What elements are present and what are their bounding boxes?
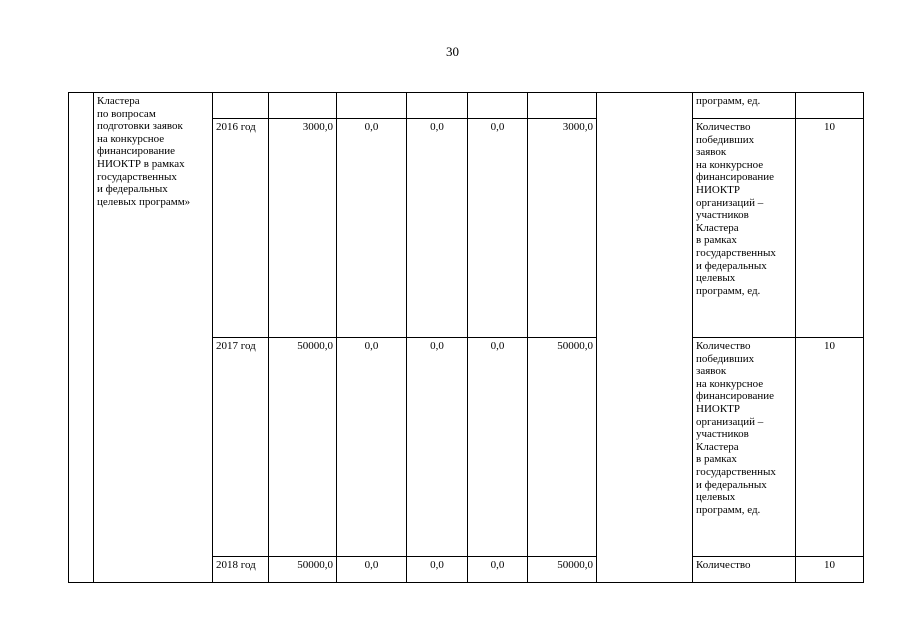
cell-municipal: 0,0 <box>468 557 528 583</box>
cell-number <box>69 93 94 583</box>
cell-regional: 0,0 <box>407 338 468 557</box>
cell-municipal: 0,0 <box>468 338 528 557</box>
cell-total: 3000,0 <box>269 119 337 338</box>
cell-indicator: Количество победивших заявок на конкурсное финансирование НИОКТР организаций – участников Кластера в рамках государственных и федеральных целевых программ, ед. <box>693 119 796 338</box>
cell-target <box>796 93 864 119</box>
cell-federal: 0,0 <box>337 338 407 557</box>
cell-year <box>213 93 269 119</box>
table-row <box>69 93 864 119</box>
cell-target: 10 <box>796 338 864 557</box>
cell-municipal: 0,0 <box>468 119 528 338</box>
page-number: 30 <box>446 44 459 59</box>
program-table <box>68 92 864 583</box>
cell-extrabudget: 50000,0 <box>528 338 597 557</box>
cell-regional <box>407 93 468 119</box>
cell-year: 2016 год <box>213 119 269 338</box>
cell-indicator: программ, ед. <box>693 93 796 119</box>
cell-regional: 0,0 <box>407 119 468 338</box>
cell-indicator: Количество победивших заявок на конкурсное финансирование НИОКТР организаций – участников Кластера в рамках государственных и федеральных целевых программ, ед. <box>693 338 796 557</box>
cell-federal: 0,0 <box>337 557 407 583</box>
cell-year: 2017 год <box>213 338 269 557</box>
cell-federal: 0,0 <box>337 119 407 338</box>
cell-total: 50000,0 <box>269 557 337 583</box>
cell-event-name: Кластера по вопросам подготовки заявок на конкурсное финансирование НИОКТР в рамках государственных и федеральных целевых программ» <box>94 93 213 583</box>
cell-indicator: Количество <box>693 557 796 583</box>
cell-federal <box>337 93 407 119</box>
cell-target: 10 <box>796 119 864 338</box>
cell-total: 50000,0 <box>269 338 337 557</box>
cell-total <box>269 93 337 119</box>
cell-extrabudget: 50000,0 <box>528 557 597 583</box>
cell-year: 2018 год <box>213 557 269 583</box>
cell-executor <box>597 93 693 583</box>
cell-extrabudget <box>528 93 597 119</box>
cell-regional: 0,0 <box>407 557 468 583</box>
cell-target: 10 <box>796 557 864 583</box>
cell-municipal <box>468 93 528 119</box>
cell-extrabudget: 3000,0 <box>528 119 597 338</box>
